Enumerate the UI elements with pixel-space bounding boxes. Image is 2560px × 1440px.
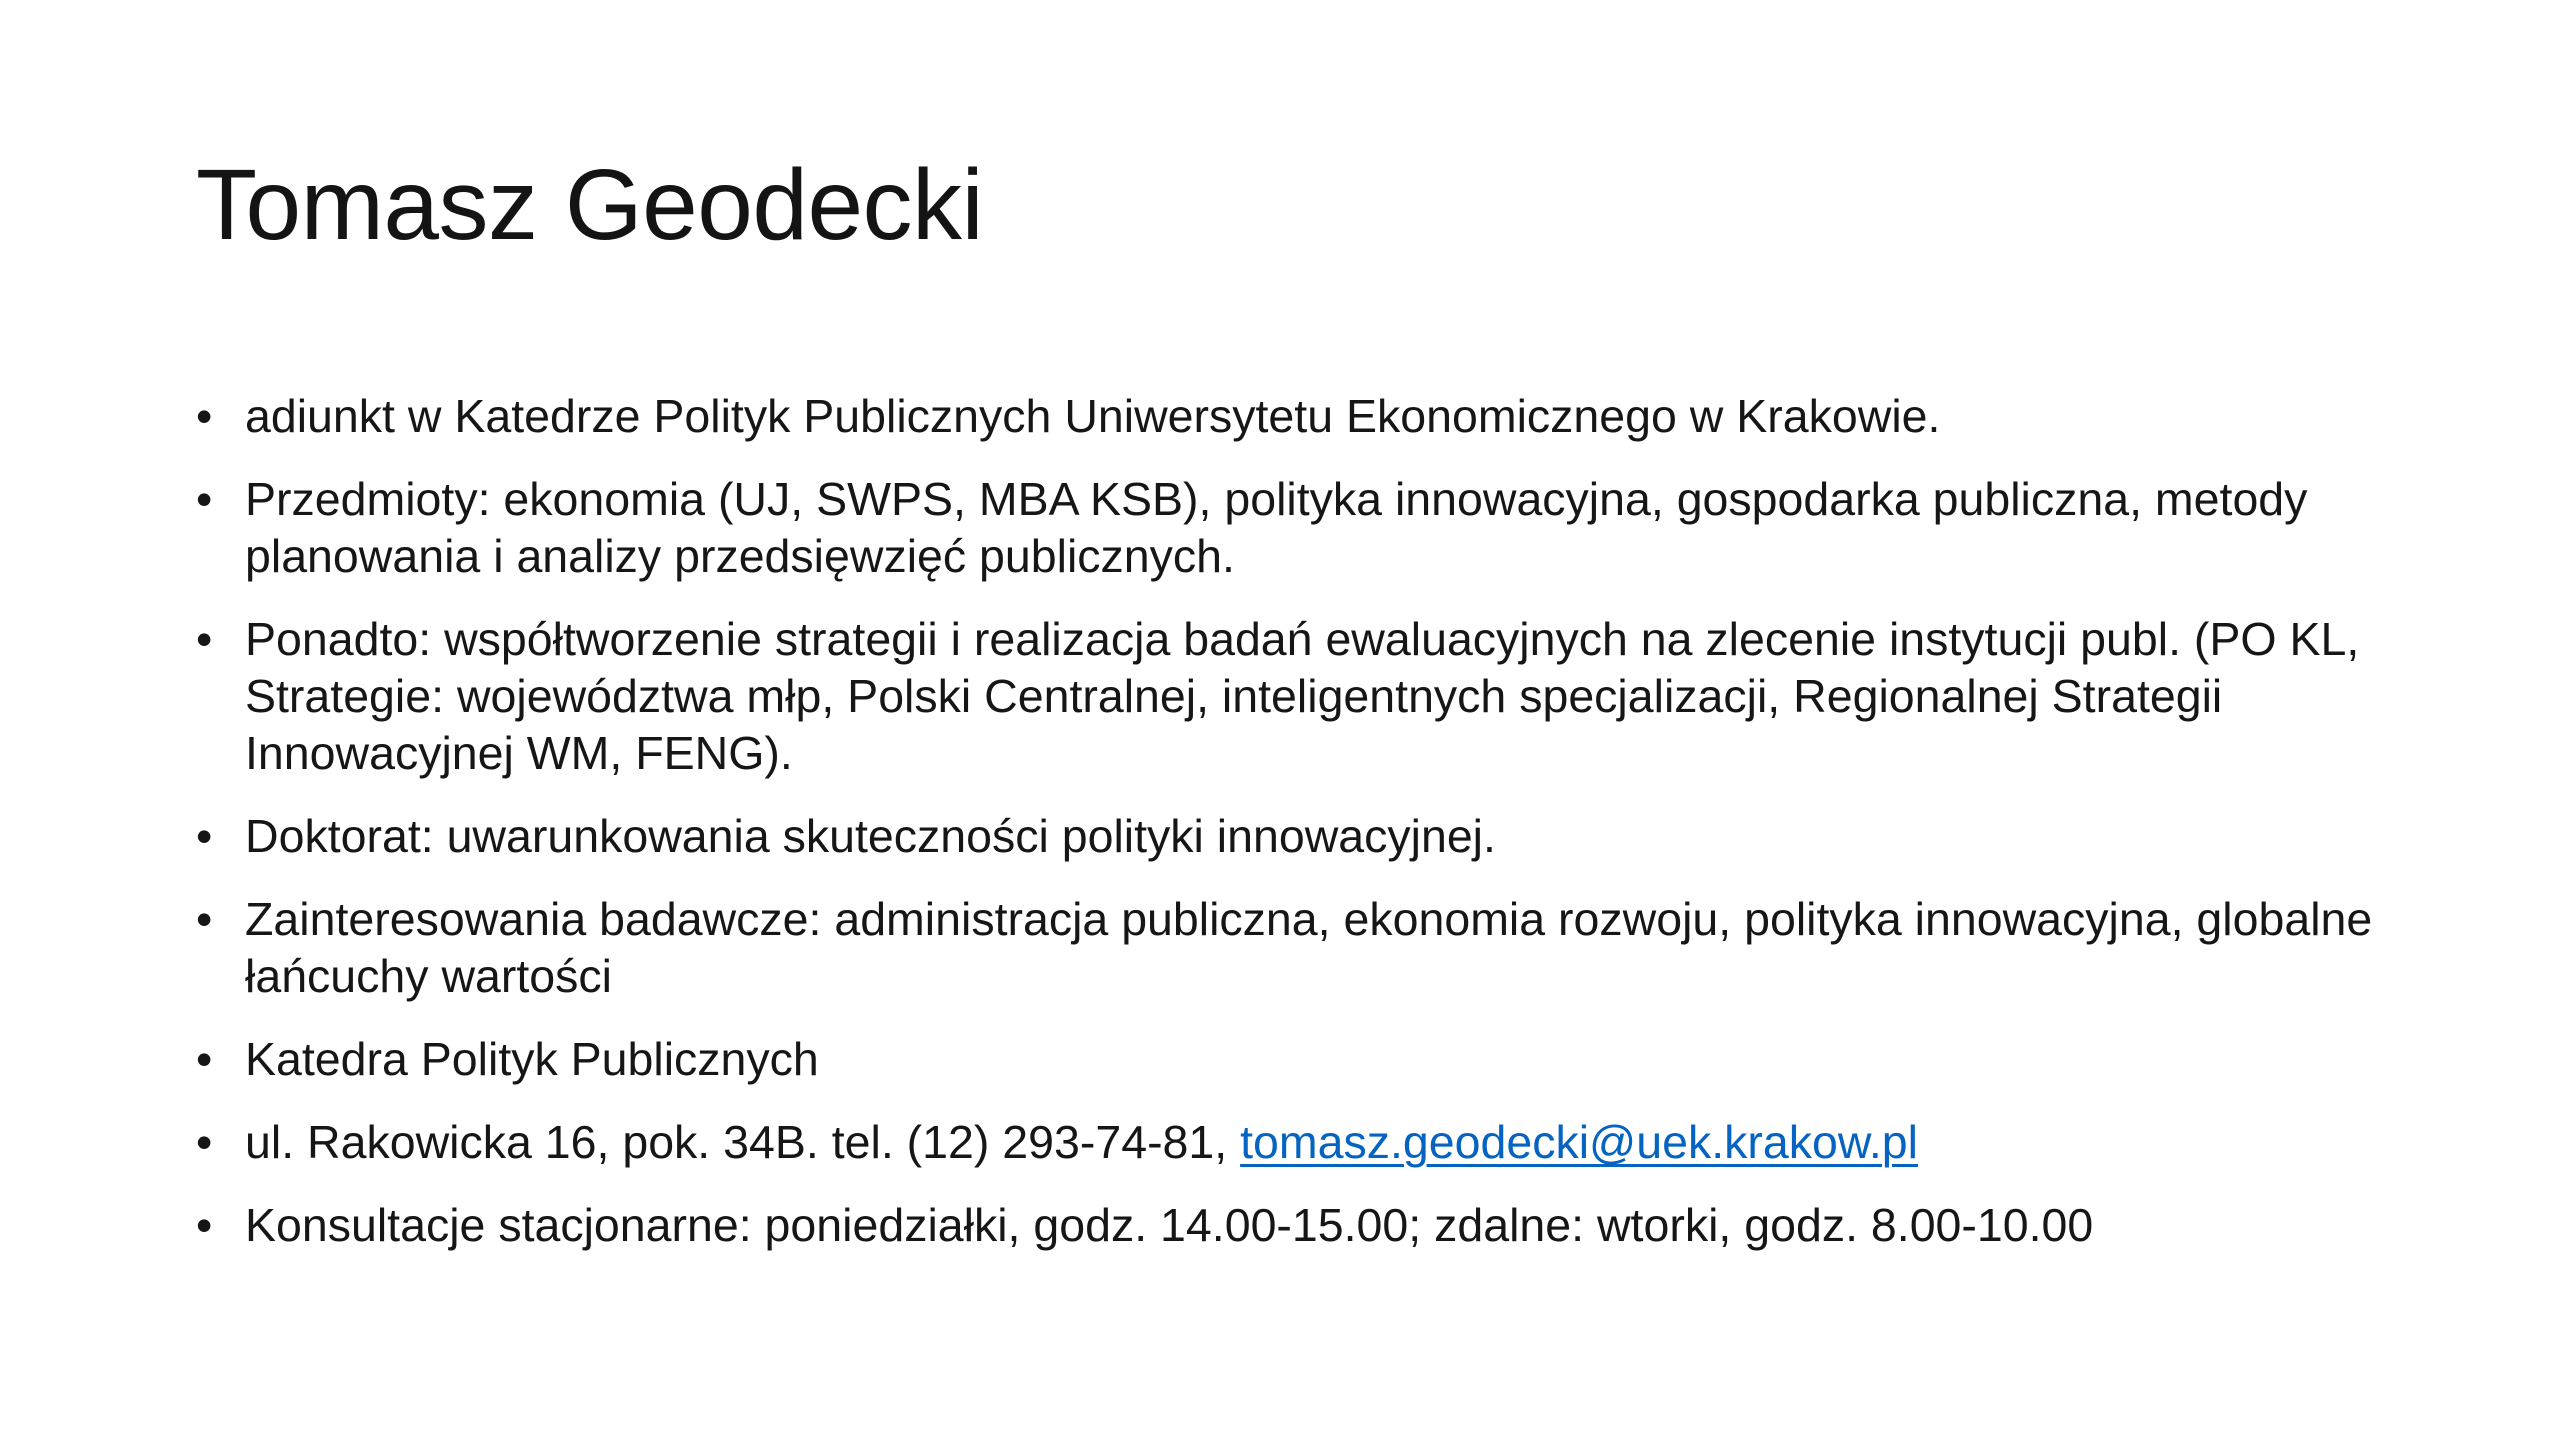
bullet-item-contact <box>196 1114 2426 1171</box>
bullet-item-subjects <box>196 471 2426 585</box>
email-link[interactable]: tomasz.geodecki@uek.krakow.pl <box>1240 1116 1918 1168</box>
slide-title: Tomasz Geodecki <box>196 149 984 261</box>
bullet-dot-icon <box>196 1031 226 1088</box>
bullet-dot-icon <box>196 1197 226 1254</box>
bullet-item-doctorate <box>196 808 2426 865</box>
bullet-item-office-hours <box>196 1197 2426 1254</box>
bullet-item-projects <box>196 611 2426 782</box>
bullet-text: adiunkt w Katedrze Polityk Publicznych Uniwersytetu Ekonomicznego w Krakowie. <box>245 390 1941 442</box>
bullet-item-research-interests <box>196 891 2426 1005</box>
bullet-item-department <box>196 1031 2426 1088</box>
bullet-text: Katedra Polityk Publicznych <box>245 1033 819 1085</box>
bullet-dot-icon <box>196 1114 226 1171</box>
bullet-dot-icon <box>196 388 226 445</box>
bullet-dot-icon <box>196 611 226 668</box>
bullet-item-position <box>196 388 2426 445</box>
bullet-dot-icon <box>196 891 226 948</box>
bullet-list <box>196 388 2426 1280</box>
contact-text: ul. Rakowicka 16, pok. 34B. tel. (12) 293-74-81, <box>245 1116 1241 1168</box>
bullet-text: Konsultacje stacjonarne: poniedziałki, godz. 14.00-15.00; zdalne: wtorki, godz. 8.00-10.00 <box>245 1199 2094 1251</box>
bullet-text: Doktorat: uwarunkowania skuteczności polityki innowacyjnej. <box>245 810 1496 862</box>
bullet-text: Zainteresowania badawcze: administracja publiczna, ekonomia rozwoju, polityka innowacyjna, globalne łańcuchy wartości <box>245 893 2373 1002</box>
bullet-text: Przedmioty: ekonomia (UJ, SWPS, MBA KSB), polityka innowacyjna, gospodarka publiczna, metody planowania i analizy przedsięwzięć publicznych. <box>245 473 2308 582</box>
bullet-text: Ponadto: współtworzenie strategii i realizacja badań ewaluacyjnych na zlecenie instytucji publ. (PO KL, Strategie: województwa młp, Polski Centralnej, inteligentnych specjalizacji, Regionalnej Strategii Innowacyjnej WM, FENG). <box>245 613 2360 779</box>
bullet-dot-icon <box>196 808 226 865</box>
bullet-dot-icon <box>196 471 226 528</box>
